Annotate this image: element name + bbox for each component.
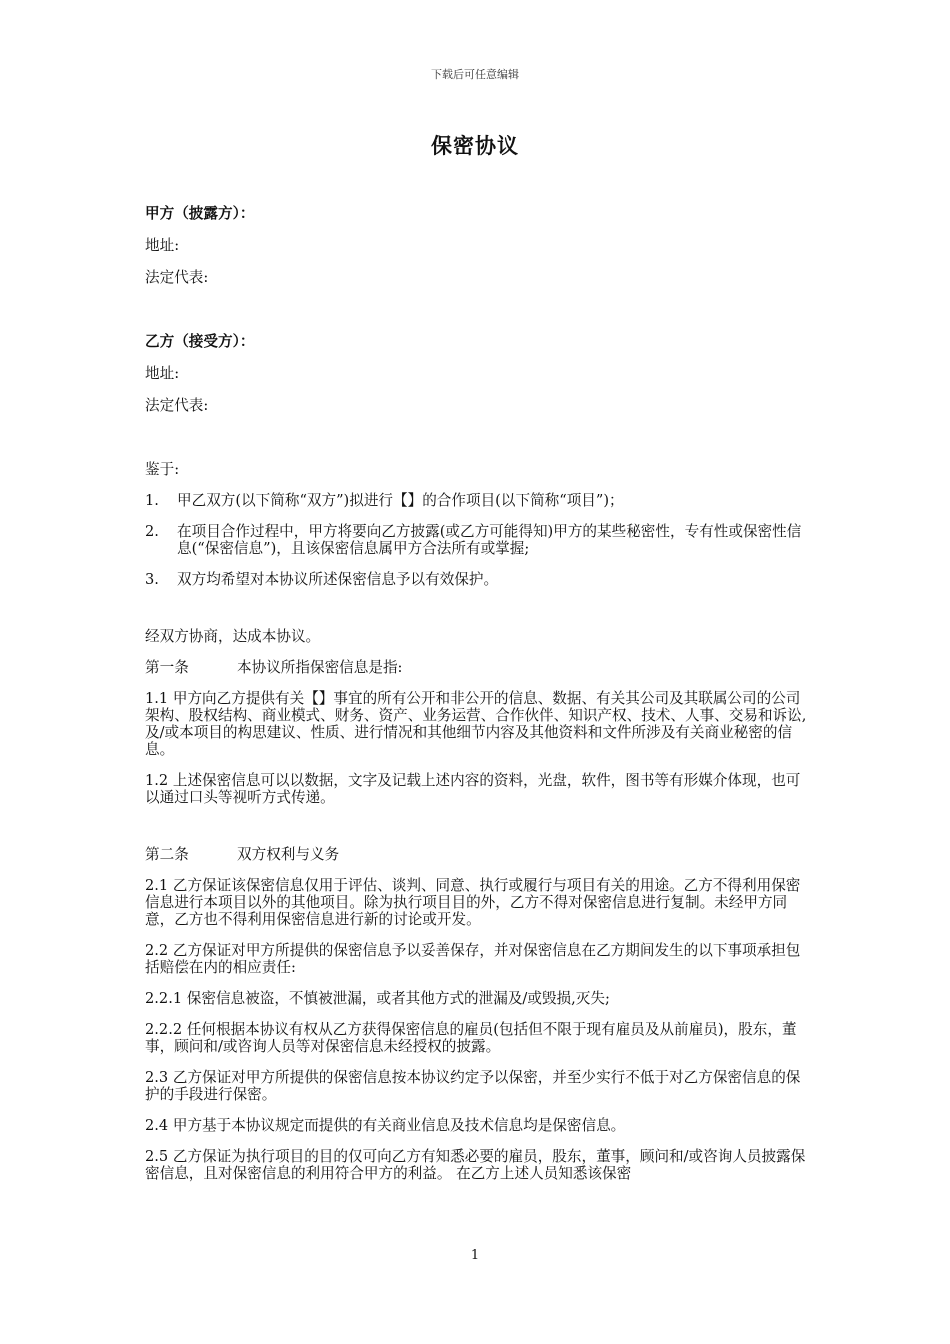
clause-2-2-2: 2.2.2 任何根据本协议有权从乙方获得保密信息的雇员(包括但不限于现有雇员及从前雇员)，股东，董事，顾问和/或咨询人员等对保密信息未经授权的披露。	[145, 1021, 797, 1055]
article-2-number: 第二条	[145, 846, 189, 863]
agreement-statement: 经双方协商，达成本协议。	[145, 628, 321, 645]
document-body	[145, 205, 809, 1182]
clause-1-2: 1.2 上述保密信息可以以数据，文字及记载上述内容的资料，光盘，软件，图书等有形媒介体现，也可以通过口头等视听方式传递。	[145, 772, 801, 806]
article-2-title: 双方权利与义务	[237, 846, 340, 863]
whereas-heading: 鉴于:	[145, 461, 180, 478]
party-a-address: 地址:	[145, 237, 180, 254]
page-number: 1	[470, 1248, 480, 1263]
whereas-item	[145, 571, 809, 588]
whereas-item-number: 3.	[145, 571, 159, 588]
party-b-heading: 乙方（接受方）：	[145, 333, 255, 350]
whereas-item-text: 双方均希望对本协议所述保密信息予以有效保护。	[177, 571, 499, 588]
whereas-item	[145, 492, 809, 509]
article-1-title: 本协议所指保密信息是指:	[237, 659, 403, 676]
clause-2-5: 2.5 乙方保证为执行项目的目的仅可向乙方有知悉必要的雇员，股东，董事，顾问和/或咨询人员披露保密信息，且对保密信息的利用符合甲方的利益。 在乙方上述人员知悉该保密	[145, 1148, 806, 1182]
whereas-item-text: 甲乙双方(以下简称“双方”)拟进行【】的合作项目(以下简称“项目”)；	[177, 492, 624, 509]
clause-2-2: 2.2 乙方保证对甲方所提供的保密信息予以妥善保存，并对保密信息在乙方期间发生的以下事项承担包括赔偿在内的相应责任:	[145, 942, 801, 976]
clause-2-2-1: 2.2.1 保密信息被盗，不慎被泄漏，或者其他方式的泄漏及/或毁损,灭失;	[145, 990, 610, 1007]
party-b-rep: 法定代表:	[145, 397, 209, 414]
clause-2-1: 2.1 乙方保证该保密信息仅用于评估、谈判、同意、执行或履行与项目有关的用途。乙方不得利用保密信息进行本项目以外的其他项目。除为执行项目目的外，乙方不得对保密信息进行复制。未经甲方同意，乙方也不得利用保密信息进行新的讨论或开发。	[145, 877, 801, 928]
whereas-item	[145, 523, 809, 557]
party-a-heading: 甲方（披露方）：	[145, 205, 255, 222]
whereas-item-number: 1.	[145, 492, 159, 509]
party-b-address: 地址:	[145, 365, 180, 382]
clause-2-4: 2.4 甲方基于本协议规定而提供的有关商业信息及技术信息均是保密信息。	[145, 1117, 626, 1134]
clause-2-3: 2.3 乙方保证对甲方所提供的保密信息按本协议约定予以保密，并至少实行不低于对乙方保密信息的保护的手段进行保密。	[145, 1069, 801, 1103]
whereas-item-text: 在项目合作过程中，甲方将要向乙方披露(或乙方可能得知)甲方的某些秘密性，专有性或保密性信息(“保密信息”)，且该保密信息属甲方合法所有或掌握;	[177, 523, 802, 557]
document-title: 保密协议	[431, 133, 519, 158]
article-1-number: 第一条	[145, 659, 189, 676]
party-a-rep: 法定代表:	[145, 269, 209, 286]
article-1-heading	[145, 659, 809, 676]
clause-1-1: 1.1 甲方向乙方提供有关【】事宜的所有公开和非公开的信息、数据、有关其公司及其联属公司的公司架构、股权结构、商业模式、财务、资产、业务运营、合作伙伴、知识产权、技术、人事、交易和诉讼,及/或本项目的构思建议、性质、进行情况和其他细节内容及其他资料和文件所涉及有关商业秘密的信息。	[145, 690, 807, 758]
page-header: 下载后可任意编辑	[431, 68, 519, 81]
article-2-heading	[145, 846, 809, 863]
whereas-item-number: 2.	[145, 523, 159, 540]
